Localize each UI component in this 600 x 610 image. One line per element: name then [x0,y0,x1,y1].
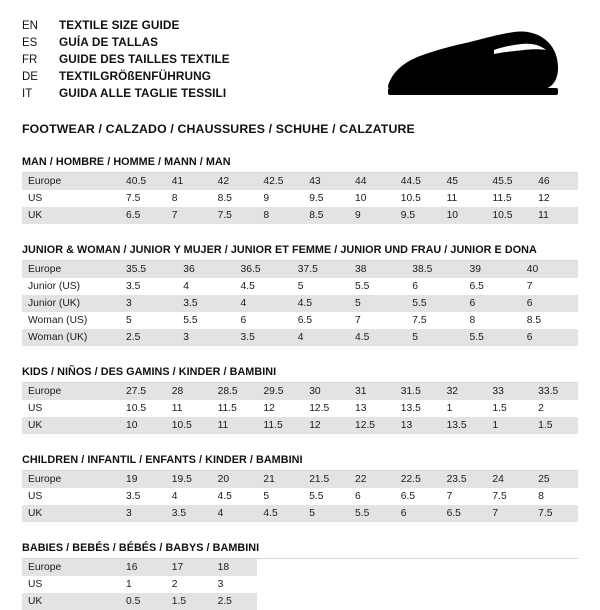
cell: 5 [120,312,177,329]
cell: 7.5 [406,312,463,329]
language-row [22,52,230,69]
cell: 8 [257,207,303,224]
cell: 20 [212,471,258,488]
cell: 13 [395,417,441,434]
cell: 6 [521,329,578,346]
cell: 13 [349,400,395,417]
cell: 38 [349,261,406,278]
cell: 3.5 [166,505,212,522]
cell: 5 [292,278,349,295]
table-row [22,329,578,346]
cell: 22 [349,471,395,488]
table-row [22,173,578,190]
cell: 12.5 [349,417,395,434]
cell: 8 [532,488,578,505]
cell: 9.5 [395,207,441,224]
cell: 5.5 [349,278,406,295]
cell: 6 [395,505,441,522]
cell: 6 [406,278,463,295]
cell: 12 [303,417,349,434]
cell: 4 [177,278,234,295]
cell: 8.5 [212,190,258,207]
row-label: UK [22,417,120,434]
cell: 1 [486,417,532,434]
cell: 5.5 [349,505,395,522]
row-label: UK [22,505,120,522]
cell: 3.5 [120,278,177,295]
cell: 37.5 [292,261,349,278]
cell: 33 [486,383,532,400]
language-row [22,69,230,86]
cell: 4.5 [292,295,349,312]
group-kids [22,366,578,434]
row-label: UK [22,207,120,224]
cell: 3 [120,505,166,522]
cell: 9.5 [303,190,349,207]
document-header [22,18,578,105]
group-junior-woman [22,244,578,346]
table-row [22,505,578,522]
group-children [22,454,578,522]
cell: 13.5 [395,400,441,417]
cell: 44.5 [395,173,441,190]
cell: 10 [120,417,166,434]
cell: 11 [441,190,487,207]
cell: 5.5 [177,312,234,329]
cell: 7 [521,278,578,295]
table-row [22,295,578,312]
cell: 12.5 [303,400,349,417]
row-label: Europe [22,559,120,576]
row-label: Europe [22,471,120,488]
cell: 1 [120,576,166,593]
cell: 35.5 [120,261,177,278]
table-row [22,312,578,329]
cell: 10.5 [395,190,441,207]
table-row [22,207,578,224]
cell: 40 [521,261,578,278]
size-table-kids [22,383,578,434]
cell: 10.5 [166,417,212,434]
language-code: EN [22,20,38,32]
cell: 7 [349,312,406,329]
cell: 44 [349,173,395,190]
cell: 6.5 [292,312,349,329]
cell: 36 [177,261,234,278]
cell: 6 [235,312,292,329]
cell: 25 [532,471,578,488]
cell: 41 [166,173,212,190]
cell: 2 [166,576,212,593]
cell: 8.5 [521,312,578,329]
cell: 6 [521,295,578,312]
size-table-children [22,471,578,522]
cell: 1.5 [486,400,532,417]
cell: 5 [303,505,349,522]
cell: 11.5 [212,400,258,417]
row-label: US [22,400,120,417]
cell: 1.5 [166,593,212,610]
cell: 3 [212,576,258,593]
cell: 5 [406,329,463,346]
cell: 18 [212,559,258,576]
language-code: FR [22,54,38,66]
cell: 10 [441,207,487,224]
row-label: UK [22,593,120,610]
cell: 3.5 [120,488,166,505]
cell: 4 [235,295,292,312]
cell: 9 [257,190,303,207]
cell: 27.5 [120,383,166,400]
cell: 5.5 [406,295,463,312]
language-code: ES [22,37,38,49]
cell: 4 [166,488,212,505]
cell: 7.5 [212,207,258,224]
row-label: Europe [22,261,120,278]
cell: 11 [532,207,578,224]
table-row [22,278,578,295]
row-label: US [22,576,120,593]
cell: 11.5 [257,417,303,434]
cell: 4.5 [235,278,292,295]
cell: 11 [212,417,258,434]
language-title: TEXTILGRÖßENFÜHRUNG [59,69,211,83]
cell: 46 [532,173,578,190]
cell: 7.5 [532,505,578,522]
cell: 9 [349,207,395,224]
cell: 19.5 [166,471,212,488]
cell: 6 [464,295,521,312]
size-table-man [22,173,578,224]
language-title: GUIDE DES TAILLES TEXTILE [59,52,230,66]
cell: 45.5 [486,173,532,190]
cell: 3 [120,295,177,312]
cell: 2.5 [120,329,177,346]
cell: 10 [349,190,395,207]
row-label: Europe [22,173,120,190]
cell: 6.5 [120,207,166,224]
language-row [22,86,230,103]
table-row [22,593,578,610]
cell: 32 [441,383,487,400]
group-heading: JUNIOR & WOMAN / JUNIOR Y MUJER / JUNIOR ET FEMME / JUNIOR UND FRAU / JUNIOR E DONA [22,244,578,261]
cell: 33.5 [532,383,578,400]
cell: 7.5 [486,488,532,505]
cell-empty [257,576,578,593]
cell: 5 [257,488,303,505]
cell: 31 [349,383,395,400]
cell: 7 [441,488,487,505]
row-label: Junior (UK) [22,295,120,312]
cell: 39 [464,261,521,278]
row-label: Europe [22,383,120,400]
cell: 17 [166,559,212,576]
cell: 12 [532,190,578,207]
cell: 16 [120,559,166,576]
language-title: GUÍA DE TALLAS [59,35,159,49]
cell: 42 [212,173,258,190]
cell: 21 [257,471,303,488]
table-row [22,400,578,417]
table-row [22,576,578,593]
cell: 5.5 [464,329,521,346]
cell-empty [257,559,578,576]
cell: 12 [257,400,303,417]
cell: 11.5 [486,190,532,207]
group-heading: CHILDREN / INFANTIL / ENFANTS / KINDER / BAMBINI [22,454,578,471]
cell: 23.5 [441,471,487,488]
table-row [22,261,578,278]
cell: 6 [349,488,395,505]
cell: 11 [166,400,212,417]
table-row [22,417,578,434]
cell: 8.5 [303,207,349,224]
size-table-junior-woman [22,261,578,346]
cell: 10.5 [486,207,532,224]
cell: 4.5 [349,329,406,346]
cell: 29.5 [257,383,303,400]
table-row [22,488,578,505]
cell: 5.5 [303,488,349,505]
group-heading: BABIES / BEBÉS / BÉBÉS / BABYS / BAMBINI [22,542,578,559]
cell: 2.5 [212,593,258,610]
cell: 43 [303,173,349,190]
cell: 28.5 [212,383,258,400]
row-label: Junior (US) [22,278,120,295]
page-title: FOOTWEAR / CALZADO / CHAUSSURES / SCHUHE / CALZATURE [22,122,415,136]
cell: 3.5 [177,295,234,312]
cell: 8 [464,312,521,329]
cell: 38.5 [406,261,463,278]
table-row [22,471,578,488]
language-title: TEXTILE SIZE GUIDE [59,18,180,32]
row-label: Woman (US) [22,312,120,329]
cell: 4.5 [257,505,303,522]
cell: 6.5 [441,505,487,522]
cell: 0.5 [120,593,166,610]
cell: 4.5 [212,488,258,505]
row-label: US [22,488,120,505]
language-row [22,35,230,52]
group-man [22,156,578,224]
cell: 22.5 [395,471,441,488]
group-heading: KIDS / NIÑOS / DES GAMINS / KINDER / BAMBINI [22,366,578,383]
cell: 8 [166,190,212,207]
cell: 6.5 [395,488,441,505]
cell: 24 [486,471,532,488]
table-row [22,190,578,207]
cell: 45 [441,173,487,190]
cell: 13.5 [441,417,487,434]
table-row [22,383,578,400]
cell: 28 [166,383,212,400]
table-row [22,559,578,576]
cell-empty [257,593,578,610]
cell: 3 [177,329,234,346]
group-heading: MAN / HOMBRE / HOMME / MANN / MAN [22,156,578,173]
row-label: US [22,190,120,207]
language-title: GUIDA ALLE TAGLIE TESSILI [59,86,227,100]
cell: 36.5 [235,261,292,278]
cell: 1 [441,400,487,417]
size-table-babies [22,559,578,610]
cell: 4 [292,329,349,346]
cell: 5 [349,295,406,312]
cell: 6.5 [464,278,521,295]
cell: 40.5 [120,173,166,190]
cell: 7 [166,207,212,224]
language-row [22,18,230,35]
cell: 31.5 [395,383,441,400]
cell: 7.5 [120,190,166,207]
cell: 10.5 [120,400,166,417]
cell: 30 [303,383,349,400]
row-label: Woman (UK) [22,329,120,346]
language-code: IT [22,88,33,100]
cell: 7 [486,505,532,522]
cell: 42.5 [257,173,303,190]
cell: 21.5 [303,471,349,488]
language-title-list [22,18,230,103]
cell: 3.5 [235,329,292,346]
cell: 1.5 [532,417,578,434]
cell: 2 [532,400,578,417]
cell: 4 [212,505,258,522]
cell: 19 [120,471,166,488]
dress-shoe-icon [382,28,560,105]
language-code: DE [22,71,38,83]
